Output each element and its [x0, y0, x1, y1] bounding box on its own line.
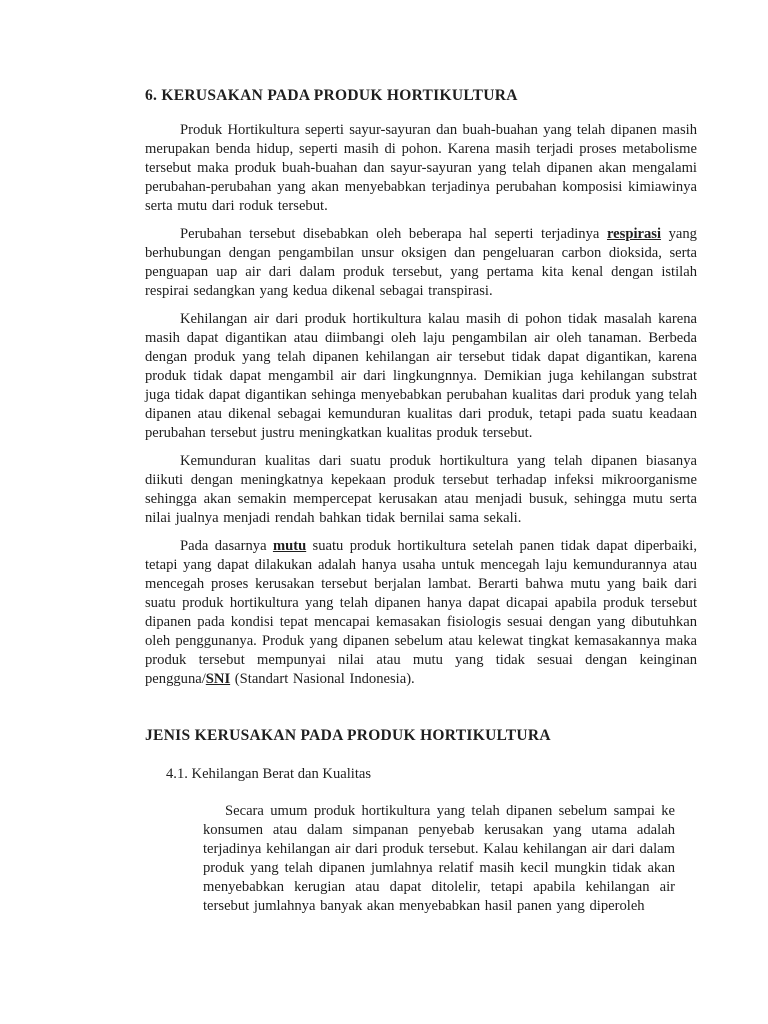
paragraph: Produk Hortikultura seperti sayur-sayuran dan buah-buahan yang telah dipanen masih merupakan benda hidup, seperti masih di pohon. Karena masih terjadi proses metabolisme tersebut maka produk buah-buahan dan sayur-sayuran yang telah dipanen akan mengalami perubahan-perubahan yang akan menyebabkan terjadinya perubahan komposisi kimiawinya serta mutu dari roduk tersebut.: [145, 122, 697, 214]
paragraph: Kemunduran kualitas dari suatu produk hortikultura yang telah dipanen biasanya diikuti dengan meningkatnya kepekaan produk tersebut terhadap infeksi mikroorganisme sehingga akan semakin mempercepat kerusakan atau menjadi busuk, sehingga mutu serta nilai jualnya menjadi rendah bahkan tidak bernilai sama sekali.: [145, 453, 697, 526]
paragraph: Perubahan tersebut disebabkan oleh beberapa hal seperti terjadinya respirasi yang berhubungan dengan pengambilan unsur oksigen dan pengeluaran carbon dioksida, serta penguapan uap air dari dalam produk tersebut, yang pertama kita kenal dengan istilah respirai sedangkan yang kedua dikenal sebagai transpirasi.: [145, 226, 697, 299]
section-heading: JENIS KERUSAKAN PADA PRODUK HORTIKULTURA: [145, 727, 551, 744]
chapter-title: 6. KERUSAKAN PADA PRODUK HORTIKULTURA: [145, 87, 518, 104]
paragraph: Pada dasarnya mutu suatu produk hortikultura setelah panen tidak dapat diperbaiki, tetapi yang dapat dilakukan adalah hanya usaha untuk mencegah laju kemundurannya atau mencegah proses kerusakan tersebut berjalan lambat. Berarti bahwa mutu yang baik dari suatu produk hortikultura yang telah dipanen hanya dapat dicapai apabila produk tersebut dipanen pada kondisi tepat mencapai kemasakan fisiologis sesuai dengan yang dibutuhkan oleh penggunanya. Produk yang dipanen sebelum atau kelewat tingkat kemasakannya maka produk tersebut mempunyai nilai atau mutu yang tidak sesuai dengan keinginan pengguna/SNI (Standart Nasional Indonesia).: [145, 538, 697, 687]
subsection-heading: 4.1. Kehilangan Berat dan Kualitas: [166, 766, 372, 782]
paragraph: Secara umum produk hortikultura yang telah dipanen sebelum sampai ke konsumen atau dalam simpanan penyebab kerusakan yang utama adalah terjadinya kehilangan air dari produk tersebut. Kalau kehilangan air dari dalam produk yang telah dipanen jumlahnya relatif masih kecil mungkin tidak akan menyebabkan kerugian atau dapat ditolelir, tetapi apabila kehilangan air tersebut jumlahnya banyak akan menyebabkan hasil panen yang diperoleh: [203, 803, 675, 914]
paragraph: Kehilangan air dari produk hortikultura kalau masih di pohon tidak masalah karena masih dapat digantikan atau diimbangi oleh laju pengambilan air oleh tanaman. Berbeda dengan produk yang telah dipanen kehilangan air tersebut tidak dapat digantikan, karena produk tidak dapat mengambil air dari lingkungnnya. Demikian juga kehilangan substrat juga tidak dapat digantikan sehinga menyebabkan perubahan kualitas dari produk yang telah dipanen atau dikenal sebagai kemunduran kualitas dari produk, tetapi pada suatu keadaan perubahan tersebut justru meningkatkan kualitas produk tersebut.: [145, 311, 697, 441]
